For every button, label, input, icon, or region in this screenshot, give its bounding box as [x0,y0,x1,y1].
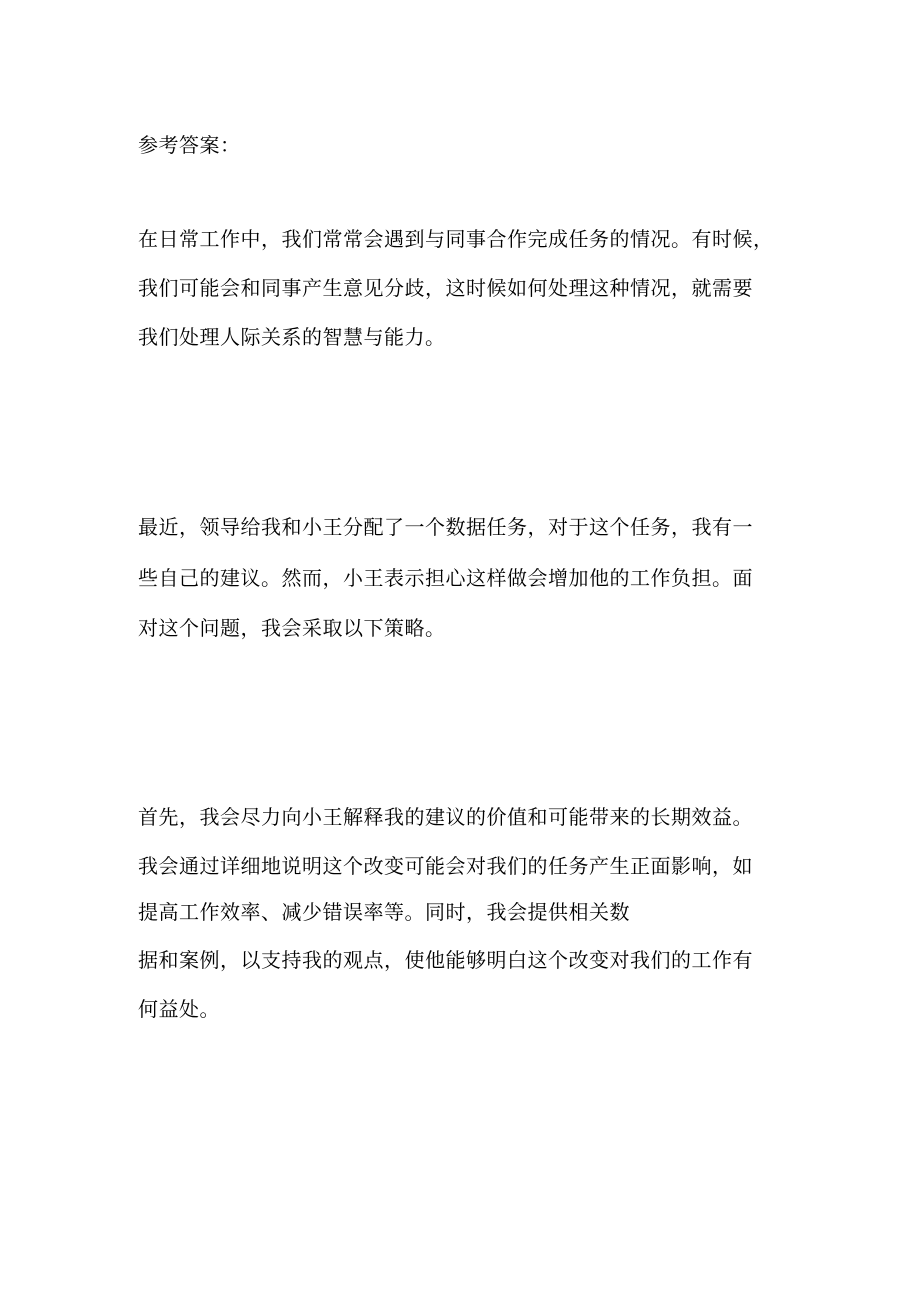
paragraph-line: 提高工作效率、减少错误率等。同时，我会提供相关数 [138,900,630,924]
paragraph-line: 最近，领导给我和小王分配了一个数据任务，对于这个任务，我有一 [138,515,753,539]
paragraph-line: 我们可能会和同事产生意见分歧，这时候如何处理这种情况，就需要 [138,276,753,300]
answer-heading: 参考答案： [138,133,241,157]
paragraph-line: 何益处。 [138,997,220,1021]
paragraph-line: 首先，我会尽力向小王解释我的建议的价值和可能带来的长期效益。 [138,805,753,829]
paragraph-line: 我会通过详细地说明这个改变可能会对我们的任务产生正面影响，如 [138,854,753,878]
paragraph-line: 据和案例，以支持我的观点，使他能够明白这个改变对我们的工作有 [138,948,753,972]
paragraph-line: 我们处理人际关系的智慧与能力。 [138,325,446,349]
paragraph-line: 些自己的建议。然而，小王表示担心这样做会增加他的工作负担。面 [138,566,753,590]
paragraph-line: 对这个问题，我会采取以下策略。 [138,616,446,640]
paragraph-line: 在日常工作中，我们常常会遇到与同事合作完成任务的情况。有时候， [138,227,774,251]
